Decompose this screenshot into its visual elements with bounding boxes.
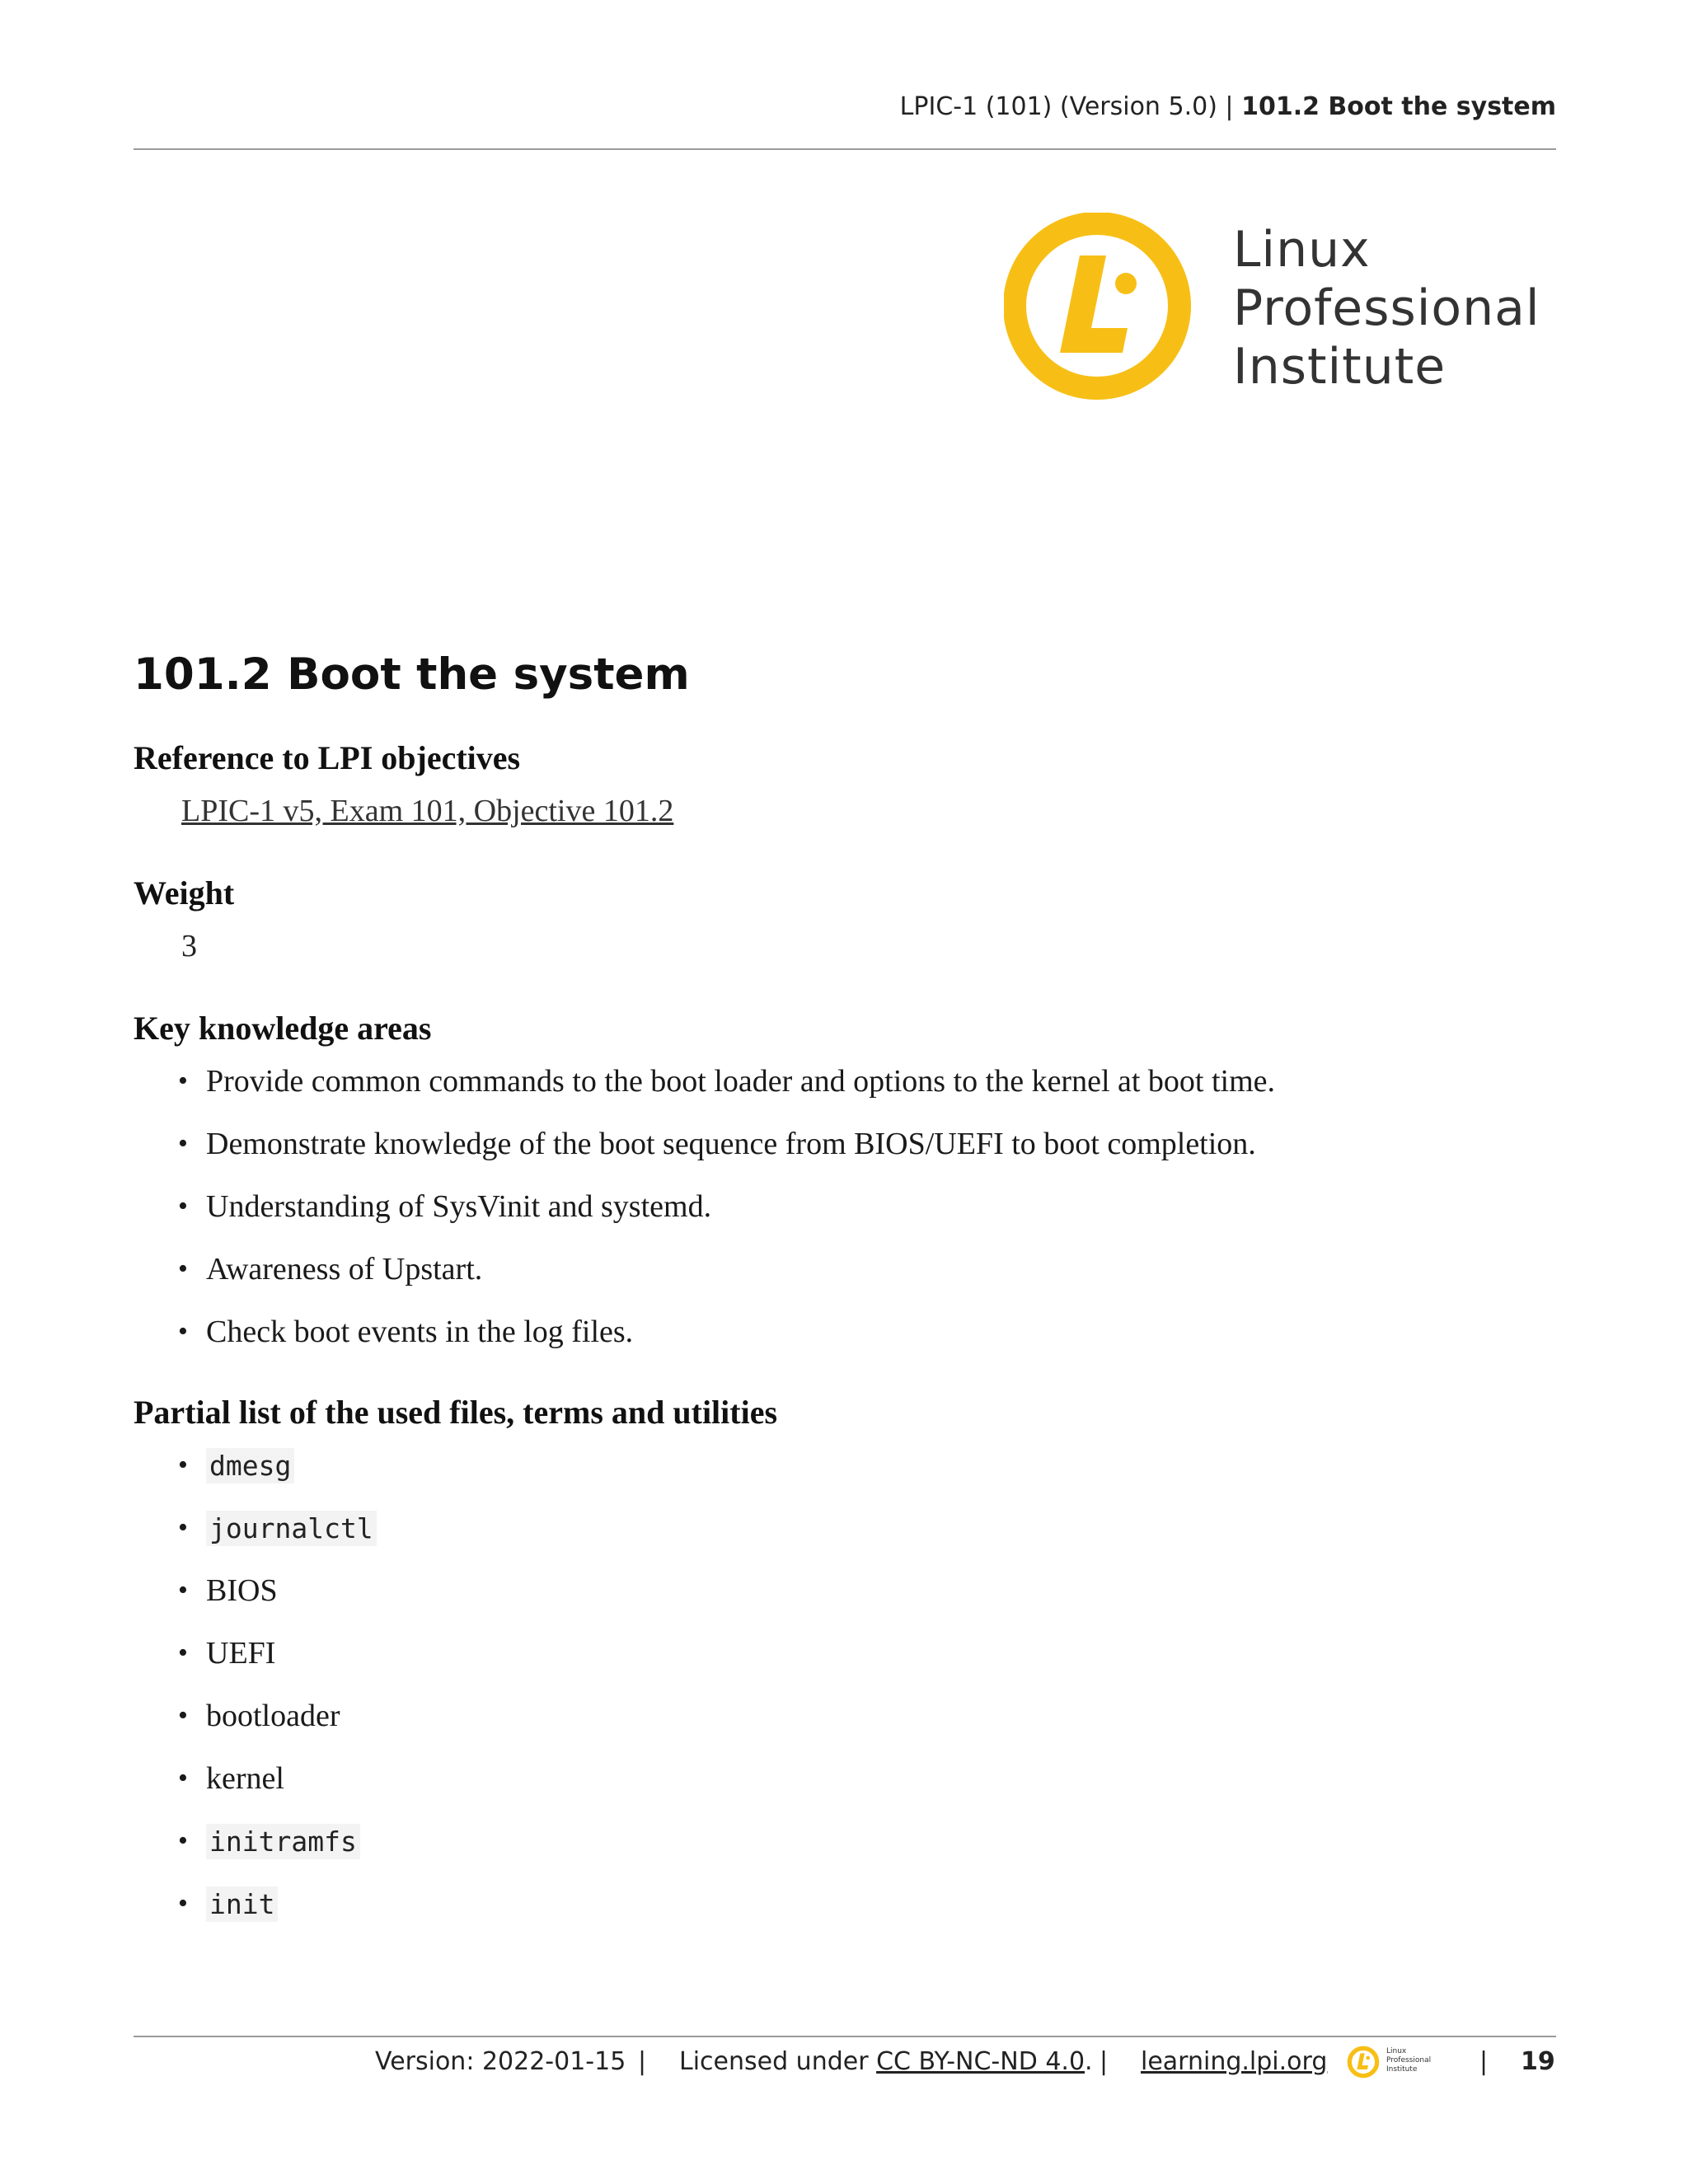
lpi-logo-icon (1347, 2046, 1380, 2079)
files-heading: Partial list of the used files, terms and utilities (134, 1394, 778, 1431)
lpi-logo-icon (1004, 213, 1202, 410)
list-item: • Check boot events in the log files. (178, 1315, 634, 1349)
key-areas-list (178, 1063, 1276, 1376)
key-areas-heading: Key knowledge areas (134, 1010, 432, 1047)
list-item: • Demonstrate knowledge of the boot sequence from BIOS/UEFI to boot completion. (178, 1127, 1256, 1161)
footer-license: Licensed under CC BY-NC-ND 4.0. (679, 2047, 1093, 2076)
list-item: • dmesg (206, 1447, 377, 1510)
list-item: • init (206, 1886, 377, 1948)
logo-line-1: Linux (1233, 221, 1371, 279)
header-section-label: 101.2 Boot the system (1241, 92, 1556, 121)
header-divider (134, 148, 1556, 150)
mini-logo-wordmark: Linux Professional Institute (1386, 2047, 1432, 2074)
list-item: • BIOS (178, 1573, 278, 1608)
files-list (178, 1447, 377, 1948)
footer-separator: | (1479, 2047, 1489, 2076)
list-item: • initramfs (206, 1823, 377, 1886)
footer-divider (134, 2036, 1556, 2037)
logo-wordmark (1233, 221, 1540, 396)
reference-heading: Reference to LPI objectives (134, 739, 521, 776)
license-link[interactable]: CC BY-NC-ND 4.0 (876, 2047, 1085, 2076)
footer-lpi-logo (1347, 2044, 1446, 2083)
list-item: • Awareness of Upstart. (178, 1252, 483, 1286)
page-footer (134, 2047, 1556, 2088)
weight-value: 3 (181, 929, 197, 963)
list-item: • Understanding of SysVinit and systemd. (178, 1189, 712, 1224)
header-doc-label: LPIC-1 (101) (Version 5.0) | (899, 92, 1242, 121)
list-item: • UEFI (178, 1636, 276, 1671)
lpi-logo (1004, 213, 1564, 410)
logo-line-3: Institute (1233, 338, 1447, 396)
list-item: • bootloader (178, 1699, 340, 1733)
page-title: 101.2 Boot the system (134, 649, 690, 700)
footer-separator: | (638, 2047, 647, 2076)
list-item: • Provide common commands to the boot loader and options to the kernel at boot time. (178, 1064, 1276, 1099)
objective-link[interactable]: LPIC-1 v5, Exam 101, Objective 101.2 (181, 794, 674, 828)
footer-separator: | (1100, 2047, 1109, 2076)
list-item: • journalctl (206, 1510, 377, 1572)
running-header (134, 92, 1556, 121)
footer-version: Version: 2022-01-15 (375, 2047, 626, 2076)
logo-line-2: Professional (1233, 279, 1540, 337)
list-item: • kernel (178, 1761, 284, 1796)
weight-heading: Weight (134, 874, 235, 912)
site-link[interactable]: learning.lpi.org (1141, 2047, 1328, 2076)
page-number: 19 (1521, 2047, 1555, 2076)
